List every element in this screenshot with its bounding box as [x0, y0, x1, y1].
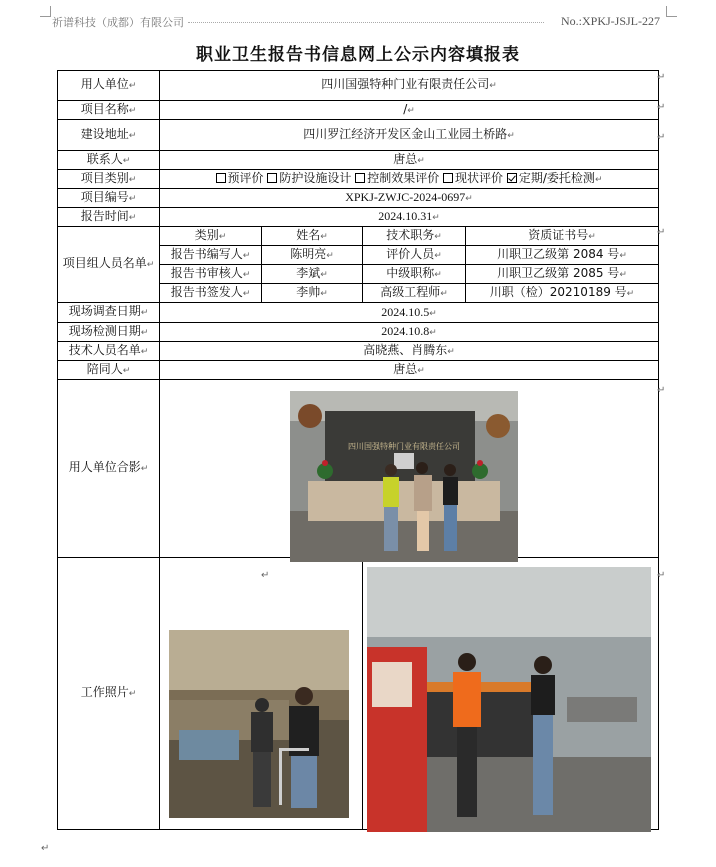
row-contact: [58, 151, 659, 170]
reception-sign-text: 四川国强特种门业有限责任公司: [348, 442, 460, 451]
project-name-value: /↵: [160, 101, 659, 120]
work-photo-label: 工作照片↵: [58, 558, 160, 830]
page-title: 职业卫生报告书信息网上公示内容填报表: [196, 45, 520, 65]
survey-date-label: 现场调查日期↵: [58, 303, 160, 323]
group-photo-label: 用人单位合影↵: [58, 380, 160, 558]
return-mark: ↵: [657, 385, 666, 396]
work-photo-1-image: [169, 630, 349, 818]
page-header: [40, 12, 670, 30]
return-mark: ↵: [41, 843, 50, 854]
team-cell: 报告书审核人↵: [160, 265, 262, 284]
category-options: 预评价 防护设施设计 控制效果评价 现状评价 定期/委托检测↵: [160, 170, 659, 189]
team-label: 项目组人员名单↵: [58, 227, 160, 303]
return-mark: ↵: [657, 72, 666, 83]
detect-date-label: 现场检测日期↵: [58, 323, 160, 342]
return-mark: ↵: [657, 227, 666, 238]
team-cell: 中级职称↵: [363, 265, 466, 284]
row-escort: [58, 361, 659, 380]
team-header-title: 技术职务↵: [363, 227, 466, 246]
escort-value: 唐总↵: [160, 361, 659, 380]
team-cell: 川职卫乙级第 2084 号↵: [466, 246, 659, 265]
team-cell: 高级工程师↵: [363, 284, 466, 303]
row-detect-date: [58, 323, 659, 342]
project-name-label: 项目名称↵: [58, 101, 160, 120]
detect-date-value: 2024.10.8↵: [160, 323, 659, 342]
employer-value: 四川国强特种门业有限责任公司↵: [160, 71, 659, 101]
team-cell: 报告书签发人↵: [160, 284, 262, 303]
address-value: 四川罗江经济开发区金山工业园土桥路↵: [160, 120, 659, 151]
team-cell: 报告书编写人↵: [160, 246, 262, 265]
report-time-value: 2024.10.31↵: [160, 208, 659, 227]
row-project-no: [58, 189, 659, 208]
return-mark: ↵: [261, 570, 270, 581]
contact-label: 联系人↵: [58, 151, 160, 170]
team-cell: 李斌↵: [262, 265, 363, 284]
tech-staff-value: 高晓燕、肖腾东↵: [160, 342, 659, 361]
checkbox-control-effect: [355, 173, 365, 183]
escort-label: 陪同人↵: [58, 361, 160, 380]
team-header-category: 类别↵: [160, 227, 262, 246]
project-no-label: 项目编号↵: [58, 189, 160, 208]
team-header-row: [58, 227, 659, 246]
tech-staff-label: 技术人员名单↵: [58, 342, 160, 361]
team-cell: 李帅↵: [262, 284, 363, 303]
group-photo-image: [290, 391, 518, 562]
row-address: [58, 120, 659, 151]
row-tech-staff: [58, 342, 659, 361]
category-label: 项目类别↵: [58, 170, 160, 189]
team-cell: 陈明亮↵: [262, 246, 363, 265]
checkbox-protection-design: [267, 173, 277, 183]
work-photo-2-image: [367, 567, 651, 832]
checkbox-pre-evaluation: [216, 173, 226, 183]
row-survey-date: [58, 303, 659, 323]
team-cell: 川职（检）20210189 号↵: [466, 284, 659, 303]
return-mark: ↵: [657, 132, 666, 143]
employer-label: 用人单位↵: [58, 71, 160, 101]
contact-value: 唐总↵: [160, 151, 659, 170]
checkbox-status-evaluation: [443, 173, 453, 183]
project-no-value: XPKJ-ZWJC-2024-0697↵: [160, 189, 659, 208]
row-report-time: [58, 208, 659, 227]
team-cell: 评价人员↵: [363, 246, 466, 265]
header-doc-number: No.:XPKJ-JSJL-227: [560, 14, 660, 28]
team-header-name: 姓名↵: [262, 227, 363, 246]
team-cell: 川职卫乙级第 2085 号↵: [466, 265, 659, 284]
return-mark: ↵: [657, 570, 666, 581]
row-category: [58, 170, 659, 189]
return-mark: ↵: [657, 102, 666, 113]
checkbox-periodic-detection: [507, 173, 517, 183]
team-header-cert: 资质证书号↵: [466, 227, 659, 246]
row-project-name: [58, 101, 659, 120]
report-time-label: 报告时间↵: [58, 208, 160, 227]
address-label: 建设地址↵: [58, 120, 160, 151]
header-dotted-rule: [188, 22, 544, 23]
row-employer: [58, 71, 659, 101]
survey-date-value: 2024.10.5↵: [160, 303, 659, 323]
header-company: 祈谱科技（成都）有限公司: [52, 16, 184, 29]
